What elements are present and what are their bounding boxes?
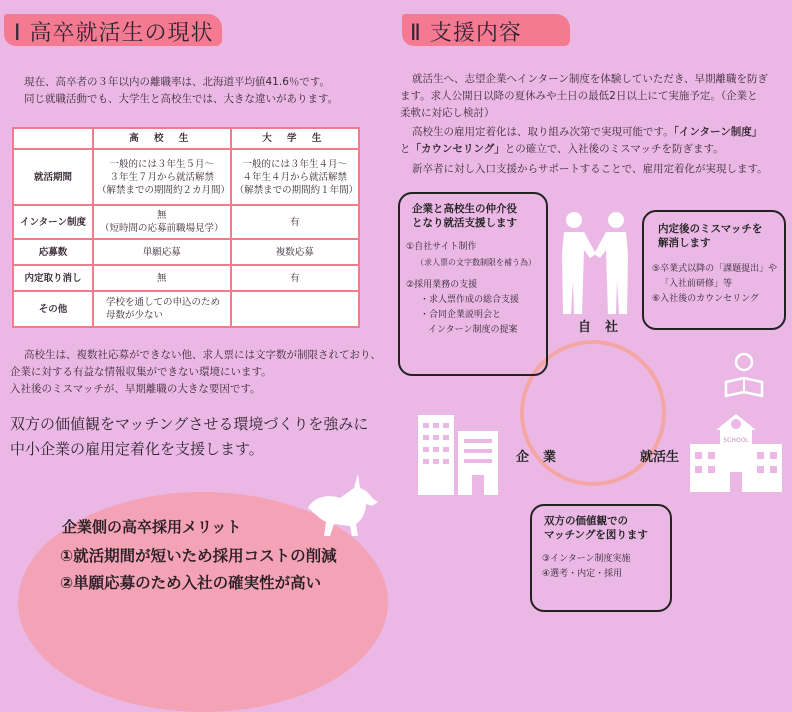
table-row [13, 265, 359, 291]
table-cell: 有 [231, 265, 359, 291]
table-header-blank [13, 128, 93, 149]
table-header-row [13, 128, 359, 149]
cell-line: 母数が少ない [106, 310, 164, 321]
cell-line: （解禁までの期間約１年間） [234, 184, 359, 196]
cell-line: 一般的には３年生５月～ [109, 158, 215, 170]
label-company: 企業 [516, 450, 571, 465]
box-title: マッチングを図ります [544, 529, 648, 541]
cell-line: ４年生４月から就活解禁 [242, 171, 348, 183]
handshake-icon [552, 210, 638, 314]
table-cell [231, 149, 359, 205]
merit-item-1: ①就活期間が短いため採用コストの削減 [60, 547, 337, 565]
table-row [13, 291, 359, 327]
cell-line: 無 [157, 210, 167, 221]
statement-line-1: 双方の価値観をマッチングさせる環境づくりを強みに [10, 415, 369, 433]
support-p2-line-1 [400, 124, 762, 141]
row-label: 内定取り消し [13, 265, 93, 291]
cell-line: （解禁までの期間約２カ月間） [97, 184, 231, 196]
unicorn-icon [300, 468, 390, 538]
box-title: 企業と高校生の仲介役 [412, 203, 517, 215]
table-cell: 複数応募 [231, 239, 359, 265]
table-cell: 無 [93, 265, 231, 291]
row-label: 就活期間 [13, 149, 93, 205]
support-p1-line-1: 就活生へ、志望企業へインターン制度を体験していただき、早期離職を防ぎ [412, 73, 768, 85]
merit-title: 企業側の高卒採用メリット [62, 518, 242, 536]
merit-item-2: ②単願応募のため入社の確実性が高い [60, 574, 322, 592]
p2-emphasis-counseling: 「カウンセリング」 [410, 143, 505, 155]
table-cell: 有 [231, 205, 359, 239]
table-header-highschool: 高 校 生 [93, 128, 231, 149]
label-self-company: 自社 [578, 320, 633, 335]
box-item: ⑤卒業式以降の「課題提出」や [652, 264, 778, 274]
box-item: ・求人票作成の総合支援 [420, 295, 520, 305]
box-item: ③インターン制度実施 [542, 554, 631, 564]
box-title: 解消します [658, 237, 711, 249]
p2-emphasis-intern: 「インターン制度」 [673, 126, 763, 138]
support-p2-line-2 [400, 141, 724, 158]
box-title: 内定後のミスマッチを [658, 223, 763, 235]
box-item: ②採用業務の支援 [406, 280, 478, 290]
table-cell [93, 291, 231, 327]
table-header-university: 大 学 生 [231, 128, 359, 149]
support-p3: 新卒者に対し入口支援からサポートすることで、雇用定着化が実現します。 [412, 163, 768, 175]
table-row [13, 149, 359, 205]
cell-line: ３年生７月から就活解禁 [109, 171, 215, 183]
comparison-table [12, 127, 360, 328]
box-item: 「入社前研修」等 [660, 279, 733, 289]
student-reading-icon [720, 352, 768, 398]
label-student: 就活生 [640, 450, 680, 465]
table-cell [93, 205, 231, 239]
row-label: インターン制度 [13, 205, 93, 239]
box-item: ⑥入社後のカウンセリング [652, 294, 759, 304]
table-row [13, 239, 359, 265]
intro-line-2: 同じ就職活動でも、大学生と高校生では、大きな違いがあります。 [24, 93, 339, 105]
row-label: 応募数 [13, 239, 93, 265]
section-title-current: Ⅰ 高卒就活生の現状 [14, 21, 214, 46]
para-line-2: 企業に対する有益な情報収集ができない環境にいます。 [10, 366, 272, 378]
support-box-post-offer [642, 210, 786, 330]
school-building-icon [686, 400, 786, 492]
para-line-3: 入社後のミスマッチが、早期離職の大きな要因です。 [10, 383, 261, 395]
table-cell: 単願応募 [93, 239, 231, 265]
box-item: ④選考・内定・採用 [542, 569, 623, 579]
table-cell [231, 291, 359, 327]
statement-line-2: 中小企業の雇用定着化を支援します。 [10, 440, 264, 458]
table-row [13, 205, 359, 239]
office-buildings-icon [414, 405, 508, 495]
box-item: ・合同企業説明会と [420, 310, 502, 320]
support-p1-line-2: ます。求人公開日以降の夏休みや土日の最低2日以上にて実施予定。（企業と [400, 90, 758, 102]
cell-line: 一般的には３年生４月～ [242, 158, 348, 170]
table-cell [93, 149, 231, 205]
school-sign: SCHOOL [723, 437, 749, 444]
support-p1-line-3: 柔軟に対応し検討） [400, 107, 495, 119]
cell-line: 学校を通しての申込のため [106, 297, 221, 308]
support-box-matching [530, 504, 672, 612]
support-box-mediator [398, 192, 548, 376]
box-item: インターン制度の提案 [428, 325, 518, 335]
box-item: （求人票の文字数制限を補う為） [416, 258, 536, 267]
box-title: となり就活支援します [412, 217, 517, 229]
box-title: 双方の価値観での [544, 515, 628, 527]
box-item: ①自社サイト制作 [406, 242, 477, 252]
p2-text: との確立で、入社後のミスマッチを防ぎます。 [504, 143, 724, 155]
intro-line-1: 現在、高卒者の３年以内の離職率は、北海道平均値41.6％です。 [24, 76, 331, 88]
cell-line: （短時間の応募前職場見学） [100, 223, 224, 234]
row-label: その他 [13, 291, 93, 327]
para-line-1: 高校生は、複数社応募ができない他、求人票には文字数が制限されており、 [24, 349, 381, 361]
p2-text: と [400, 143, 411, 155]
p2-text: 高校生の雇用定着化は、取り組み次第で実現可能です。 [412, 126, 674, 138]
section-title-support: Ⅱ 支援内容 [410, 21, 522, 46]
